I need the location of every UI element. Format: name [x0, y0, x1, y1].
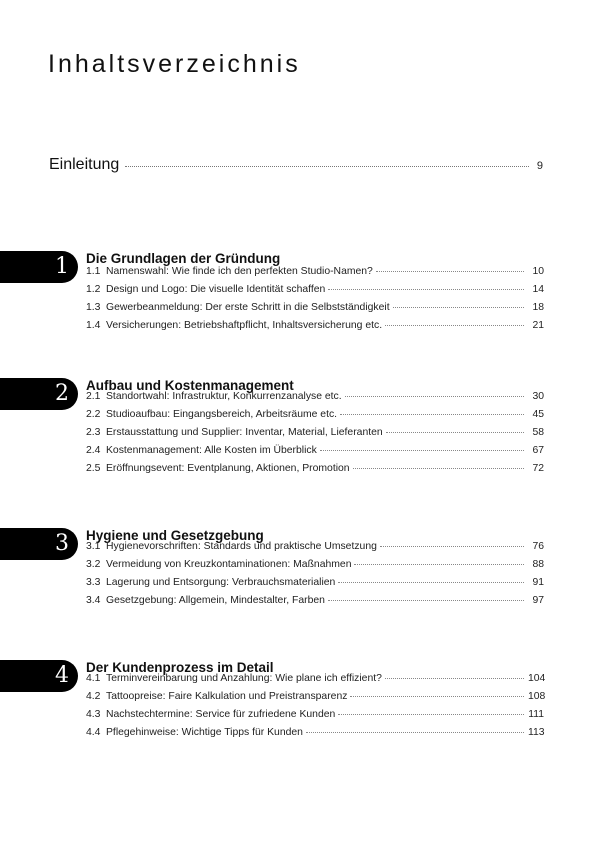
chapter-number: 1: [55, 254, 69, 279]
dot-leader: [125, 166, 529, 167]
entry-title: Nachstechtermine: Service für zufriedene Kunden: [106, 709, 336, 720]
entry-number: 3.2: [86, 559, 101, 570]
toc-entry[interactable]: [86, 673, 544, 691]
chapter-number-tab: [0, 378, 78, 410]
entry-number: 4.2: [86, 691, 101, 702]
entry-title: Design und Logo: Die visuelle Identität schaffen: [106, 284, 326, 295]
dot-leader: [345, 396, 524, 397]
entry-page-number: 111: [528, 709, 544, 720]
entry-page-number: 10: [532, 266, 544, 277]
entry-page-number: 91: [532, 577, 544, 588]
toc-entry[interactable]: [86, 302, 544, 320]
entry-page-number: 97: [532, 595, 544, 606]
chapter-number-tab: [0, 528, 78, 560]
entry-page-number: 14: [532, 284, 544, 295]
entry-number: 3.4: [86, 595, 101, 606]
entry-title: Vermeidung von Kreuzkontaminationen: Maßnahmen: [106, 559, 352, 570]
chapter-number: 3: [55, 531, 69, 556]
entry-page-number: 21: [532, 320, 544, 331]
entry-number: 4.4: [86, 727, 101, 738]
dot-leader: [338, 582, 524, 583]
entry-title: Erstausstattung und Supplier: Inventar, Material, Lieferanten: [106, 427, 383, 438]
entry-number: 2.4: [86, 445, 101, 456]
chapter-number-tab: [0, 251, 78, 283]
toc-entry[interactable]: [86, 320, 544, 338]
dot-leader: [306, 732, 524, 733]
entry-number: 3.1: [86, 541, 101, 552]
dot-leader: [353, 468, 524, 469]
page-title: Inhaltsverzeichnis: [48, 50, 301, 78]
dot-leader: [320, 450, 524, 451]
toc-entry-introduction[interactable]: [49, 156, 543, 176]
entry-title: Pflegehinweise: Wichtige Tipps für Kunden: [106, 727, 303, 738]
entry-page-number: 88: [532, 559, 544, 570]
entry-title: Kostenmanagement: Alle Kosten im Überblick: [106, 445, 317, 456]
entry-number: 1.4: [86, 320, 101, 331]
entry-page-number: 58: [532, 427, 544, 438]
entry-number: 2.1: [86, 391, 101, 402]
entry-title: Terminvereinbarung und Anzahlung: Wie plane ich effizient?: [106, 673, 382, 684]
entry-title: Lagerung und Entsorgung: Verbrauchsmaterialien: [106, 577, 336, 588]
entry-number: 1.3: [86, 302, 101, 313]
entry-number: 2.5: [86, 463, 101, 474]
entry-title: Tattoopreise: Faire Kalkulation und Preistransparenz: [106, 691, 348, 702]
dot-leader: [393, 307, 524, 308]
toc-entry[interactable]: [86, 691, 544, 709]
entry-number: 2.3: [86, 427, 101, 438]
chapter-number: 2: [55, 381, 69, 406]
entry-number: 4.3: [86, 709, 101, 720]
entry-title: Gewerbeanmeldung: Der erste Schritt in die Selbstständigkeit: [106, 302, 390, 313]
toc-entry[interactable]: [86, 595, 544, 613]
toc-entry[interactable]: [86, 463, 544, 481]
entry-page-number: 76: [532, 541, 544, 552]
entry-page-number: 113: [528, 727, 545, 738]
toc-entry[interactable]: [86, 445, 544, 463]
entry-title: Namenswahl: Wie finde ich den perfekten Studio-Namen?: [106, 266, 373, 277]
entry-title: Hygienevorschriften: Standards und praktische Umsetzung: [106, 541, 377, 552]
introduction-label: Einleitung: [49, 156, 120, 173]
entry-page-number: 108: [528, 691, 546, 702]
toc-entry[interactable]: [86, 409, 544, 427]
entry-number: 1.1: [86, 266, 101, 277]
dot-leader: [340, 414, 524, 415]
entry-number: 1.2: [86, 284, 101, 295]
dot-leader: [354, 564, 524, 565]
entry-number: 4.1: [86, 673, 101, 684]
entry-number: 2.2: [86, 409, 101, 420]
entry-title: Studioaufbau: Eingangsbereich, Arbeitsräume etc.: [106, 409, 338, 420]
toc-entry[interactable]: [86, 709, 544, 727]
entry-page-number: 104: [528, 673, 546, 684]
toc-entry[interactable]: [86, 427, 544, 445]
entry-title: Standortwahl: Infrastruktur, Konkurrenzanalyse etc.: [106, 391, 342, 402]
toc-entry[interactable]: [86, 541, 544, 559]
entry-page-number: 18: [532, 302, 544, 313]
toc-entry[interactable]: [86, 577, 544, 595]
chapter-number: 4: [55, 663, 69, 688]
entry-page-number: 30: [532, 391, 544, 402]
dot-leader: [380, 546, 524, 547]
chapter-title[interactable]: Der Kundenprozess im Detail: [86, 660, 274, 675]
toc-entry[interactable]: [86, 727, 544, 745]
dot-leader: [328, 289, 524, 290]
entry-number: 3.3: [86, 577, 101, 588]
toc-entry[interactable]: [86, 391, 544, 409]
toc-entry[interactable]: [86, 266, 544, 284]
introduction-page-number: 9: [536, 160, 543, 172]
chapter-title[interactable]: Aufbau und Kostenmanagement: [86, 378, 294, 393]
entry-title: Eröffnungsevent: Eventplanung, Aktionen, Promotion: [106, 463, 350, 474]
dot-leader: [350, 696, 524, 697]
dot-leader: [328, 600, 524, 601]
chapter-title[interactable]: Die Grundlagen der Gründung: [86, 251, 281, 266]
entry-title: Gesetzgebung: Allgemein, Mindestalter, Farben: [106, 595, 325, 606]
entry-title: Versicherungen: Betriebshaftpflicht, Inhaltsversicherung etc.: [106, 320, 383, 331]
entry-page-number: 45: [532, 409, 544, 420]
chapter-number-tab: [0, 660, 78, 692]
chapter-title[interactable]: Hygiene und Gesetzgebung: [86, 528, 264, 543]
dot-leader: [385, 678, 524, 679]
entry-page-number: 67: [532, 445, 544, 456]
dot-leader: [385, 325, 524, 326]
dot-leader: [386, 432, 524, 433]
toc-entry[interactable]: [86, 284, 544, 302]
dot-leader: [376, 271, 524, 272]
toc-entry[interactable]: [86, 559, 544, 577]
dot-leader: [338, 714, 524, 715]
entry-page-number: 72: [532, 463, 544, 474]
